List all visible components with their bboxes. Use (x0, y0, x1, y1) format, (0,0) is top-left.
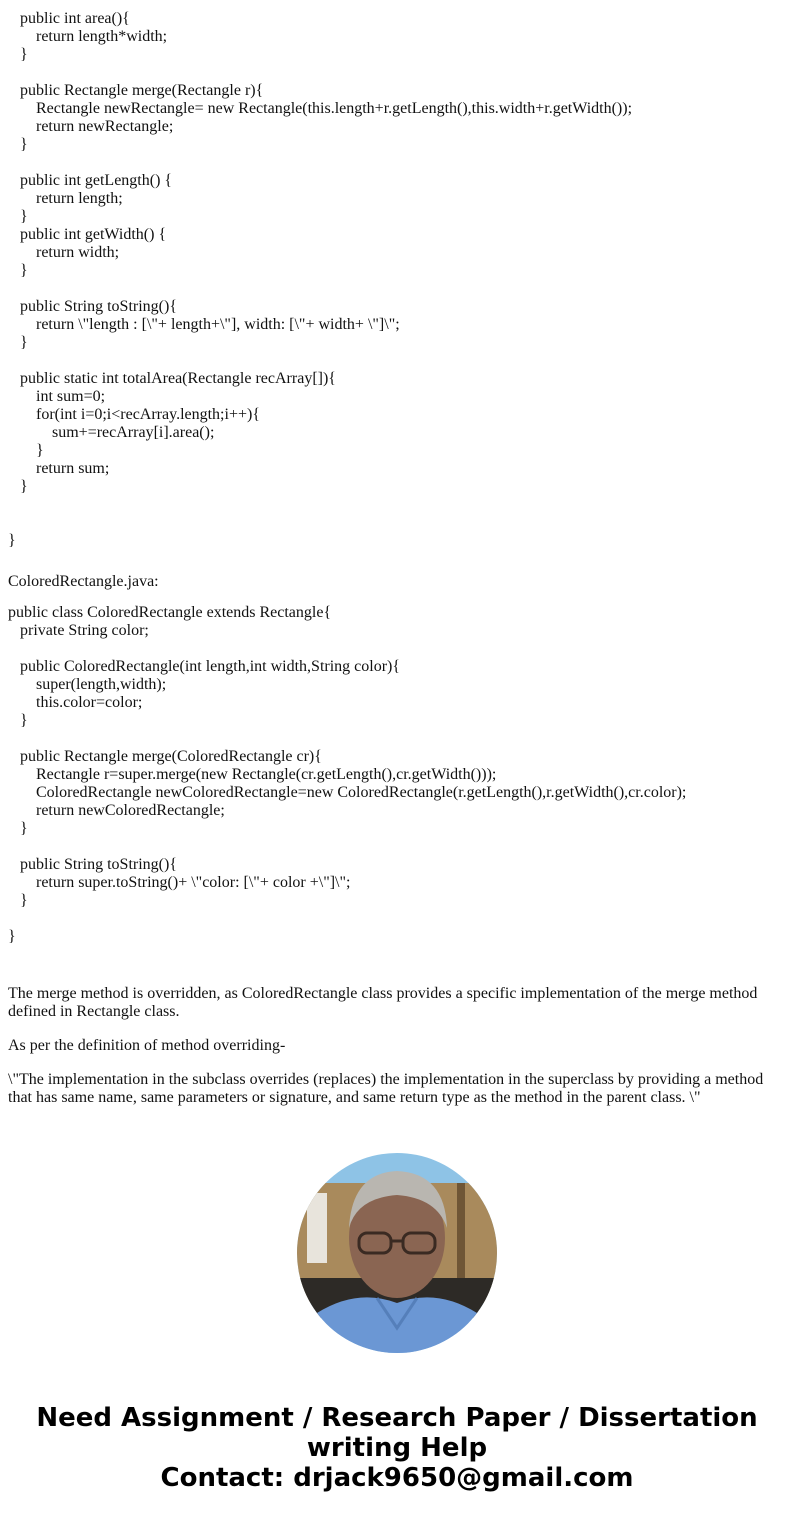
code-line: return sum; (36, 460, 110, 477)
code-line: public String toString(){ (20, 298, 178, 315)
code-line: sum+=recArray[i].area(); (52, 424, 215, 441)
code-line: return newColoredRectangle; (36, 802, 225, 819)
code-line: } (8, 532, 16, 549)
code-line: return length; (36, 190, 123, 207)
code-line: private String color; (20, 622, 149, 639)
code-line: return width; (36, 244, 120, 261)
promo-line-2: writing Help (306, 1433, 488, 1463)
code-line: } (20, 208, 28, 225)
code-line: return \"length : [\"+ length+\"], width: [\"+ width+ \"]\"; (36, 316, 400, 333)
code-line: Rectangle newRectangle= new Rectangle(this.length+r.getLength(),this.width+r.getWidth()); (36, 100, 633, 117)
code-line: } (20, 262, 28, 279)
promo-line-1: Need Assignment / Research Paper / Dissertation (36, 1403, 758, 1433)
code-line: } (20, 46, 28, 63)
code-line: } (20, 478, 28, 495)
code-line: } (20, 820, 28, 837)
code-line: public int area(){ (20, 10, 130, 27)
code-line: public ColoredRectangle(int length,int width,String color){ (20, 658, 401, 675)
code-line: } (20, 892, 28, 909)
explanation-paragraph-1: The merge method is overridden, as ColoredRectangle class provides a specific implementation of the merge method defined in Rectangle class. (8, 985, 758, 1020)
code-line: public int getLength() { (20, 172, 173, 189)
code-line: Rectangle r=super.merge(new Rectangle(cr.getLength(),cr.getWidth())); (36, 766, 497, 783)
portrait-photo-icon (297, 1153, 497, 1353)
code-line: public Rectangle merge(Rectangle r){ (20, 82, 264, 99)
code-line: this.color=color; (36, 694, 143, 711)
code-line: return newRectangle; (36, 118, 174, 135)
file-heading: ColoredRectangle.java: (8, 573, 159, 590)
promo-contact: Contact: drjack9650@gmail.com (160, 1463, 634, 1493)
code-line: return super.toString()+ \"color: [\"+ color +\"]\"; (36, 874, 351, 891)
author-avatar (297, 1153, 497, 1353)
explanation-paragraph-2: As per the definition of method overriding- (8, 1037, 286, 1054)
code-line: return length*width; (36, 28, 168, 45)
code-line: } (20, 334, 28, 351)
code-line: public String toString(){ (20, 856, 178, 873)
code-line: public int getWidth() { (20, 226, 167, 243)
code-line: public Rectangle merge(ColoredRectangle cr){ (20, 748, 322, 765)
code-line: for(int i=0;i<recArray.length;i++){ (36, 406, 260, 423)
promo-banner (0, 1403, 794, 1493)
code-line: } (20, 136, 28, 153)
code-line: } (36, 442, 44, 459)
code-line: } (8, 928, 16, 945)
code-line: ColoredRectangle newColoredRectangle=new ColoredRectangle(r.getLength(),r.getWidth(),cr.color); (36, 784, 687, 801)
explanation-paragraph-3: \"The implementation in the subclass overrides (replaces) the implementation in the superclass by providing a method that has same name, same parameters or signature, and same return type as the method in the parent class. \" (8, 1071, 764, 1106)
code-line: super(length,width); (36, 676, 167, 693)
code-line: public static int totalArea(Rectangle recArray[]){ (20, 370, 336, 387)
code-line: public class ColoredRectangle extends Rectangle{ (8, 604, 332, 621)
code-line: } (20, 712, 28, 729)
code-line: int sum=0; (36, 388, 106, 405)
